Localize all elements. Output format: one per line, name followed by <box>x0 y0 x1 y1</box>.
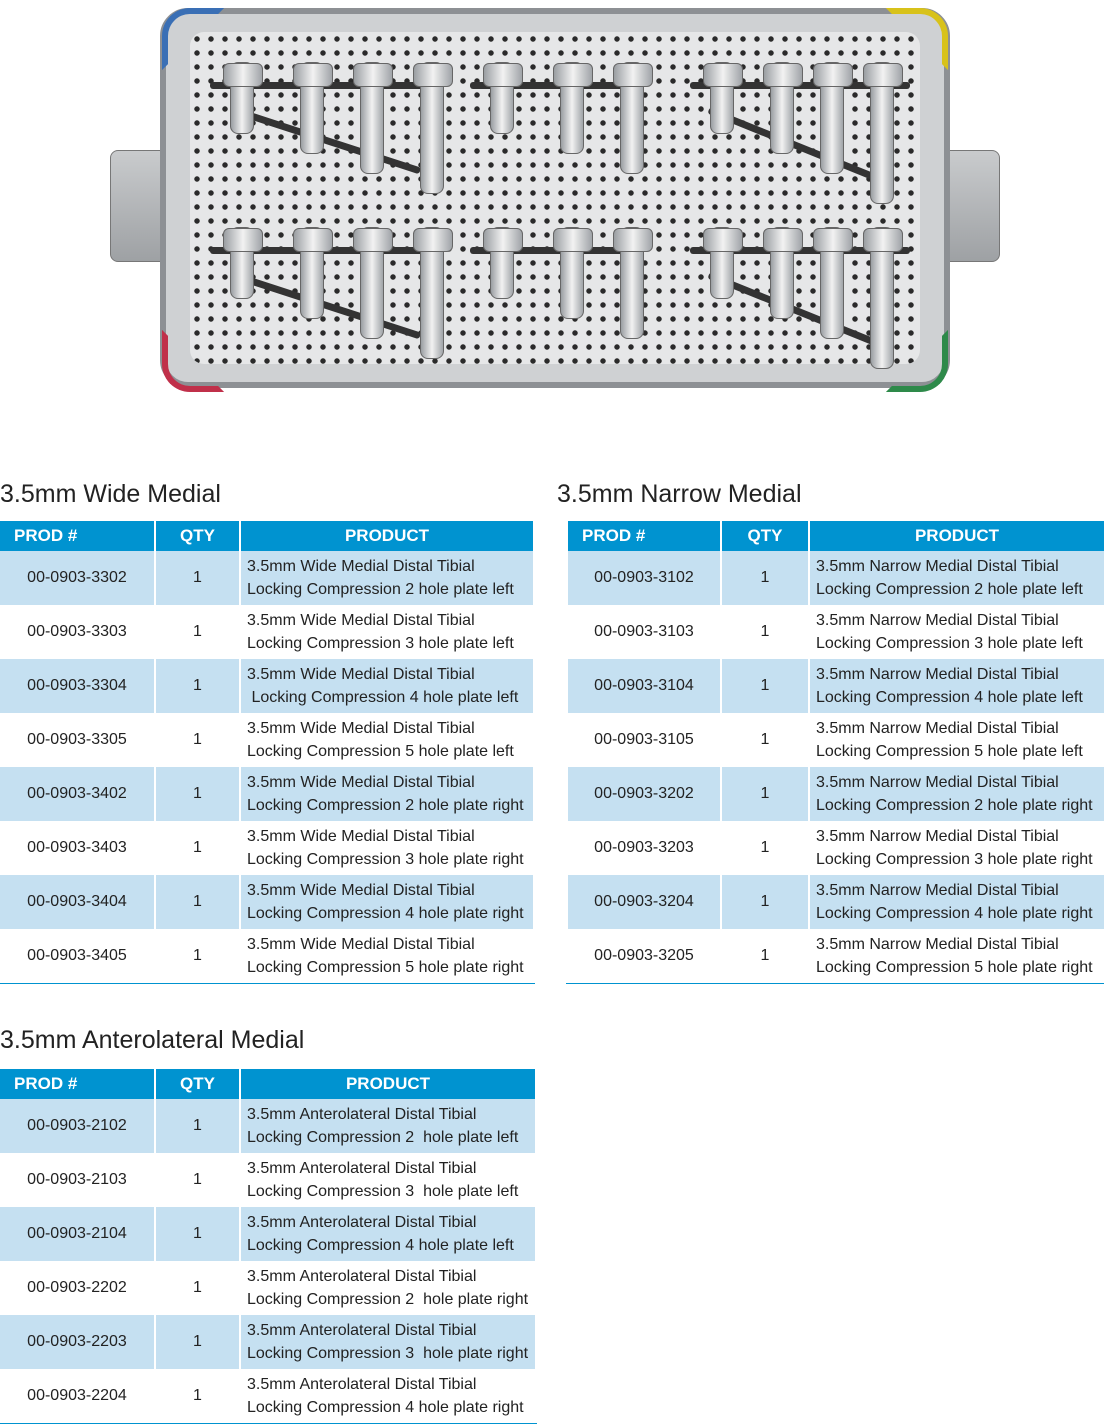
product-cell: 3.5mm Anterolateral Distal Tibial Locking Compression 4 hole plate left <box>241 1207 535 1261</box>
qty-cell: 1 <box>193 947 202 964</box>
qty-cell: 1 <box>156 767 239 821</box>
bone-plate <box>300 227 324 319</box>
qty-cell: 1 <box>156 1099 239 1153</box>
product-cell: 3.5mm Narrow Medial Distal Tibial Locking Compression 2 hole plate left <box>810 551 1104 605</box>
column-header-prod: PROD # <box>0 1069 154 1099</box>
table-row <box>0 1261 535 1315</box>
bone-plate <box>560 62 584 154</box>
qty-cell: 1 <box>156 659 239 713</box>
prod-number-cell: 00-0903-3104 <box>568 659 720 713</box>
table-row <box>0 713 533 767</box>
section-title-narrow-medial: 3.5mm Narrow Medial <box>557 480 802 508</box>
table-row <box>0 767 533 821</box>
qty-cell: 1 <box>193 623 202 640</box>
column-header-product: PRODUCT <box>810 521 1104 551</box>
table-row <box>0 1369 535 1423</box>
qty-cell: 1 <box>760 947 770 964</box>
column-header-product: PRODUCT <box>241 1069 535 1099</box>
bone-plate <box>710 62 734 134</box>
prod-number-cell: 00-0903-3303 <box>27 623 127 640</box>
prod-number-cell: 00-0903-3403 <box>27 839 127 856</box>
bone-plate <box>770 227 794 319</box>
table-row <box>568 767 1104 821</box>
qty-cell: 1 <box>156 875 239 929</box>
product-cell: 3.5mm Wide Medial Distal Tibial Locking Compression 2 hole plate right <box>241 767 533 821</box>
table-row <box>568 821 1104 875</box>
bone-plate <box>820 227 844 339</box>
tray-corner-yellow <box>886 8 948 70</box>
qty-cell: 1 <box>722 875 808 929</box>
prod-number-cell: 00-0903-2203 <box>0 1315 154 1369</box>
prod-number-cell: 00-0903-3203 <box>594 839 694 856</box>
table-row <box>0 929 533 983</box>
product-cell: 3.5mm Narrow Medial Distal Tibial Locking Compression 3 hole plate right <box>816 828 1093 868</box>
bone-plate <box>420 62 444 194</box>
table-row <box>0 1207 535 1261</box>
table-row <box>0 875 533 929</box>
qty-cell: 1 <box>156 551 239 605</box>
prod-number-cell: 00-0903-3302 <box>0 551 154 605</box>
prod-number-cell: 00-0903-3402 <box>0 767 154 821</box>
bone-plate <box>710 227 734 299</box>
table-row <box>568 713 1104 767</box>
tray-perforated-base <box>190 32 920 364</box>
product-cell: 3.5mm Anterolateral Distal Tibial Locking Compression 2 hole plate right <box>247 1268 529 1308</box>
prod-number-cell: 00-0903-3105 <box>594 731 694 748</box>
section-title-wide-medial: 3.5mm Wide Medial <box>0 480 221 508</box>
column-header-prod: PROD # <box>0 521 154 551</box>
tray-body <box>160 8 950 388</box>
qty-cell: 1 <box>760 839 770 856</box>
column-header-product: PRODUCT <box>241 521 533 551</box>
prod-number-cell: 00-0903-3405 <box>27 947 127 964</box>
bone-plate <box>560 227 584 319</box>
bone-plate <box>230 227 254 299</box>
prod-number-cell: 00-0903-3204 <box>568 875 720 929</box>
table-header-row <box>0 521 533 551</box>
bone-plate <box>360 62 384 174</box>
instrument-tray-photo <box>110 0 1000 400</box>
prod-number-cell: 00-0903-3205 <box>594 947 694 964</box>
bone-plate <box>620 227 644 339</box>
product-cell: 3.5mm Wide Medial Distal Tibial Locking Compression 4 hole plate right <box>241 875 533 929</box>
tray-corner-green <box>886 330 948 392</box>
prod-number-cell: 00-0903-3305 <box>27 731 127 748</box>
prod-number-cell: 00-0903-2104 <box>0 1207 154 1261</box>
qty-cell: 1 <box>722 767 808 821</box>
product-cell: 3.5mm Wide Medial Distal Tibial Locking Compression 4 hole plate left <box>241 659 533 713</box>
product-cell: 3.5mm Narrow Medial Distal Tibial Locking Compression 5 hole plate right <box>816 936 1093 976</box>
table-row <box>568 659 1104 713</box>
bone-plate <box>820 62 844 174</box>
bone-plate <box>360 227 384 339</box>
prod-number-cell: 00-0903-3103 <box>594 623 694 640</box>
qty-cell: 1 <box>193 839 202 856</box>
prod-number-cell: 00-0903-3202 <box>568 767 720 821</box>
product-cell: 3.5mm Narrow Medial Distal Tibial Locking Compression 5 hole plate left <box>816 720 1083 760</box>
product-cell: 3.5mm Narrow Medial Distal Tibial Locking Compression 4 hole plate left <box>810 659 1104 713</box>
table-row <box>0 821 533 875</box>
wide-medial-table <box>0 521 535 984</box>
table-row <box>568 605 1104 659</box>
column-header-qty: QTY <box>156 521 239 551</box>
section-title-anterolateral: 3.5mm Anterolateral Medial <box>0 1026 305 1054</box>
prod-number-cell: 00-0903-3102 <box>568 551 720 605</box>
product-cell: 3.5mm Wide Medial Distal Tibial Locking Compression 5 hole plate right <box>247 936 524 976</box>
column-header-qty: QTY <box>156 1069 239 1099</box>
qty-cell: 1 <box>760 623 770 640</box>
table-row <box>0 1153 535 1207</box>
table-header-row <box>568 521 1104 551</box>
table-row <box>568 929 1104 983</box>
qty-cell: 1 <box>722 659 808 713</box>
table-row <box>0 551 533 605</box>
qty-cell: 1 <box>193 1171 202 1188</box>
table-row <box>0 605 533 659</box>
qty-cell: 1 <box>156 1207 239 1261</box>
qty-cell: 1 <box>156 1315 239 1369</box>
table-row <box>0 1315 535 1369</box>
qty-cell: 1 <box>193 1279 202 1296</box>
anterolateral-table <box>0 1069 537 1424</box>
product-cell: 3.5mm Narrow Medial Distal Tibial Locking Compression 3 hole plate left <box>816 612 1083 652</box>
qty-cell: 1 <box>193 731 202 748</box>
bone-plate <box>300 62 324 154</box>
bone-plate <box>870 62 894 204</box>
product-cell: 3.5mm Narrow Medial Distal Tibial Locking Compression 4 hole plate right <box>810 875 1104 929</box>
prod-number-cell: 00-0903-2103 <box>27 1171 127 1188</box>
product-cell: 3.5mm Anterolateral Distal Tibial Locking Compression 3 hole plate right <box>241 1315 535 1369</box>
table-row <box>568 551 1104 605</box>
tray-corner-red <box>162 330 224 392</box>
table-header-row <box>0 1069 535 1099</box>
product-cell: 3.5mm Anterolateral Distal Tibial Locking Compression 2 hole plate left <box>241 1099 535 1153</box>
product-cell: 3.5mm Wide Medial Distal Tibial Locking Compression 3 hole plate right <box>247 828 524 868</box>
qty-cell: 1 <box>193 1387 202 1404</box>
bone-plate <box>490 227 514 299</box>
prod-number-cell: 00-0903-3404 <box>0 875 154 929</box>
table-row <box>568 875 1104 929</box>
prod-number-cell: 00-0903-2204 <box>27 1387 127 1404</box>
tray-rail <box>248 277 421 339</box>
table-row <box>0 1099 535 1153</box>
bone-plate <box>230 62 254 134</box>
bone-plate <box>620 62 644 174</box>
table-row <box>0 659 533 713</box>
column-header-prod: PROD # <box>568 521 720 551</box>
prod-number-cell: 00-0903-3304 <box>0 659 154 713</box>
column-header-qty: QTY <box>722 521 808 551</box>
narrow-medial-table <box>566 521 1104 984</box>
qty-cell: 1 <box>722 551 808 605</box>
bone-plate <box>490 62 514 134</box>
product-cell: 3.5mm Wide Medial Distal Tibial Locking Compression 5 hole plate left <box>247 720 514 760</box>
product-cell: 3.5mm Anterolateral Distal Tibial Locking Compression 3 hole plate left <box>247 1160 519 1200</box>
product-cell: 3.5mm Anterolateral Distal Tibial Locking Compression 4 hole plate right <box>247 1376 524 1416</box>
tray-rail <box>248 112 421 174</box>
product-cell: 3.5mm Narrow Medial Distal Tibial Locking Compression 2 hole plate right <box>810 767 1104 821</box>
tray-corner-blue <box>162 8 224 70</box>
product-cell: 3.5mm Wide Medial Distal Tibial Locking Compression 2 hole plate left <box>241 551 533 605</box>
prod-number-cell: 00-0903-2202 <box>27 1279 127 1296</box>
bone-plate <box>770 62 794 154</box>
qty-cell: 1 <box>760 731 770 748</box>
prod-number-cell: 00-0903-2102 <box>0 1099 154 1153</box>
bone-plate <box>420 227 444 359</box>
product-cell: 3.5mm Wide Medial Distal Tibial Locking Compression 3 hole plate left <box>247 612 514 652</box>
